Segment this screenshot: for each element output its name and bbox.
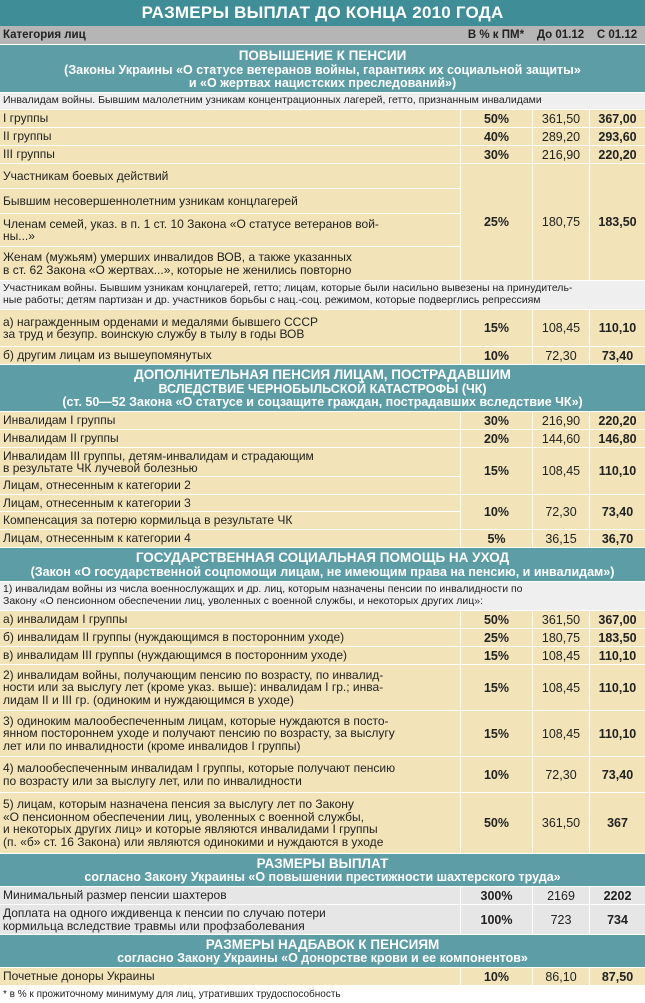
amount-before-value: 723 <box>532 905 589 934</box>
category-label-line: Инвалидам II группы <box>3 431 119 446</box>
category-label <box>0 905 460 934</box>
category-note <box>0 93 645 110</box>
percent-value: 10% <box>460 495 532 529</box>
row-labels <box>0 793 460 853</box>
percent-value: 100% <box>460 905 532 934</box>
row-labels <box>0 412 460 429</box>
category-label-line: кормильца вследствие травмы или профзаболевания <box>3 918 305 933</box>
percent-value: 25% <box>460 629 532 646</box>
amount-before-value: 108,45 <box>532 310 589 346</box>
row-labels <box>0 887 460 904</box>
section-header-line: ДОПОЛНИТЕЛЬНАЯ ПЕНСИЯ ЛИЦАМ, ПОСТРАДАВШИМ <box>134 367 511 382</box>
table-row <box>0 530 645 548</box>
category-label <box>0 711 460 756</box>
category-label-line: Компенсация за потерю кормильца в результате ЧК <box>3 513 293 528</box>
category-label-line: а) инвалидам I группы <box>3 612 128 627</box>
category-label-line: Членам семей, указ. в п. 1 ст. 10 Закона «О статусе ветеранов вой- <box>3 216 379 231</box>
category-label <box>0 647 460 664</box>
amount-before-value: 361,50 <box>532 110 589 127</box>
amount-after-value: 146,80 <box>589 430 645 447</box>
category-label-line: 3) одиноким малообеспеченным лицам, которые нуждаются в посто- <box>3 713 389 728</box>
amount-after-value: 220,20 <box>589 146 645 163</box>
amount-after-value: 73,40 <box>589 757 645 792</box>
percent-value: 15% <box>460 665 532 710</box>
category-label-line: в результате ЧК лучевой болезнью <box>3 461 198 475</box>
section-header-line: согласно Закону Украины «О донорстве крови и ее компонентов» <box>117 951 528 965</box>
section-header-line: согласно Закону Украины «О повышении престижности шахтерского труда» <box>84 870 561 884</box>
amount-before-value: 108,45 <box>532 647 589 664</box>
category-label <box>0 757 460 792</box>
table-row <box>0 757 645 793</box>
amount-before-value: 144,60 <box>532 430 589 447</box>
category-label <box>0 146 460 163</box>
row-labels <box>0 110 460 127</box>
category-label-line: б) другим лицам из вышеупомянутых <box>3 348 212 363</box>
row-labels <box>0 430 460 447</box>
amount-after-value: 2202 <box>589 887 645 904</box>
category-label-line: ны...» <box>3 229 35 243</box>
category-note-line: Закону «О пенсионном обеспечении лиц, уволенных с военной службы, и некоторых других лиц»: <box>3 595 484 607</box>
percent-value: 40% <box>460 128 532 145</box>
category-label-line: 5) лицам, которым назначена пенсия за выслугу лет по Закону <box>3 797 354 811</box>
category-label <box>0 448 460 477</box>
percent-value: 25% <box>460 164 532 280</box>
category-label <box>0 793 460 853</box>
category-label-line: Бывшим несовершеннолетним узникам концлагерей <box>3 193 298 208</box>
table-row <box>0 905 645 935</box>
row-labels <box>0 905 460 934</box>
amount-after-value: 220,20 <box>589 412 645 429</box>
category-note-line: Инвалидам войны. Бывшим малолетним узникам концентрационных лагерей, гетто, признанным инвалидами <box>3 94 542 106</box>
category-label-line: ности или за выслугу лет (кроме указ. выше): инвалидам I гр.; инва- <box>3 680 384 695</box>
category-label-line: III группы <box>3 147 55 162</box>
row-labels <box>0 448 460 494</box>
category-label <box>0 968 460 985</box>
amount-after-value: 73,40 <box>589 347 645 364</box>
percent-value: 5% <box>460 530 532 547</box>
table-row <box>0 887 645 905</box>
table-row <box>0 146 645 164</box>
category-label-line: Инвалидам I группы <box>3 413 116 428</box>
percent-value: 15% <box>460 310 532 346</box>
section-header <box>0 548 645 582</box>
amount-before-value: 108,45 <box>532 665 589 710</box>
percent-value: 50% <box>460 110 532 127</box>
amount-after-value: 183,50 <box>589 164 645 280</box>
amount-after-value: 110,10 <box>589 448 645 494</box>
column-header-category: Категория лиц <box>3 29 86 41</box>
row-labels <box>0 128 460 145</box>
category-label-line: Лицам, отнесенным к категории 3 <box>3 495 191 510</box>
percent-value: 50% <box>460 611 532 628</box>
amount-before-value: 72,30 <box>532 495 589 529</box>
row-labels <box>0 310 460 346</box>
category-label-line: Инвалидам III группы, детям-инвалидам и страдающим <box>3 448 314 463</box>
section-header <box>0 854 645 887</box>
percent-value: 15% <box>460 711 532 756</box>
amount-after-value: 110,10 <box>589 665 645 710</box>
amount-before-value: 361,50 <box>532 793 589 853</box>
section-header <box>0 935 645 968</box>
category-label-line: (п. «б» ст. 16 Закона) или являются одинокими и нуждаются в уходе <box>3 834 384 849</box>
category-label-line: I группы <box>3 111 49 126</box>
category-label-line: за труд и безупр. воинскую службу в тылу в годы ВОВ <box>3 327 305 341</box>
category-label <box>0 110 460 127</box>
category-label-line: янном постороннем уходе и получают пенсию по возрасту, за выслугу <box>3 726 395 741</box>
table-row <box>0 347 645 365</box>
category-label-line: Женам (мужьям) умерших инвалидов ВОВ, а также указанных <box>3 250 352 264</box>
percent-value: 30% <box>460 412 532 429</box>
percent-value: 10% <box>460 757 532 792</box>
column-header-before: До 01.12 <box>536 29 585 41</box>
amount-before-value: 86,10 <box>532 968 589 985</box>
category-note-line: 1) инвалидам войны из числа военнослужащих и др. лиц, которым назначены пенсии по инвалидности по <box>3 583 523 595</box>
category-label <box>0 214 460 247</box>
percent-value: 20% <box>460 430 532 447</box>
percent-value: 10% <box>460 347 532 364</box>
amount-after-value: 110,10 <box>589 711 645 756</box>
category-label-line: в ст. 62 Закона «О жертвах...», которые не женились повторно <box>3 262 352 277</box>
category-note-line: ные работы; детям партизан и др. участников борьбы с нац.-соц. режимом, которые подверглись репрессиям <box>3 294 541 306</box>
amount-after-value: 73,40 <box>589 495 645 529</box>
percent-value: 15% <box>460 647 532 664</box>
amount-before-value: 108,45 <box>532 711 589 756</box>
category-label-line: Лицам, отнесенным к категории 2 <box>3 478 191 493</box>
table-row <box>0 629 645 647</box>
column-header-after: С 01.12 <box>596 29 638 41</box>
percent-value: 15% <box>460 448 532 494</box>
category-label-line: Минимальный размер пенсии шахтеров <box>3 888 227 903</box>
table-row <box>0 711 645 757</box>
category-label <box>0 512 460 529</box>
row-labels <box>0 611 460 628</box>
category-label-line: 4) малообеспеченным инвалидам I группы, которые получают пенсию <box>3 761 396 775</box>
column-header-percent: В % к ПМ* <box>467 29 525 41</box>
category-label <box>0 128 460 145</box>
amount-after-value: 183,50 <box>589 629 645 646</box>
category-note <box>0 582 645 611</box>
amount-after-value: 36,70 <box>589 530 645 547</box>
section-header-line: РАЗМЕРЫ ВЫПЛАТ <box>256 856 389 871</box>
category-label-line: Лицам, отнесенным к категории 4 <box>3 531 191 546</box>
section-header-line: и «О жертвах нацистских преследований») <box>188 76 457 90</box>
category-label <box>0 189 460 214</box>
percent-value: 50% <box>460 793 532 853</box>
category-note-line: Участникам войны. Бывшим узникам концлагерей, гетто; лицам, которые были насильно вывезены на принудитель- <box>3 282 573 294</box>
category-label <box>0 347 460 364</box>
category-label <box>0 477 460 494</box>
category-label-line: «О пенсионном обеспечении лиц, уволенных с военной службы, <box>3 809 364 824</box>
amount-after-value: 110,10 <box>589 647 645 664</box>
amount-after-value: 367,00 <box>589 611 645 628</box>
category-label <box>0 530 460 547</box>
category-label-line: в) инвалидам III группы (нуждающимся в посторонним уходе) <box>3 648 347 663</box>
table-row <box>0 647 645 665</box>
category-label-line: Доплата на одного иждивенца к пенсии по случаю потери <box>3 906 326 920</box>
category-label <box>0 430 460 447</box>
amount-before-value: 289,20 <box>532 128 589 145</box>
amount-before-value: 72,30 <box>532 347 589 364</box>
amount-before-value: 36,15 <box>532 530 589 547</box>
amount-before-value: 361,50 <box>532 611 589 628</box>
section-header <box>0 45 645 93</box>
amount-before-value: 180,75 <box>532 164 589 280</box>
amount-after-value: 367 <box>589 793 645 853</box>
amount-after-value: 110,10 <box>589 310 645 346</box>
amount-after-value: 87,50 <box>589 968 645 985</box>
amount-before-value: 216,90 <box>532 412 589 429</box>
category-label-line: а) награжденным орденами и медалями бывшего СССР <box>3 314 318 329</box>
amount-before-value: 180,75 <box>532 629 589 646</box>
amount-before-value: 2169 <box>532 887 589 904</box>
row-labels <box>0 711 460 756</box>
column-header-row <box>0 26 645 45</box>
section-header-line: РАЗМЕРЫ НАДБАВОК К ПЕНСИЯМ <box>205 937 440 952</box>
footnote: * в % к прожиточному минимуму для лиц, утративших трудоспособность <box>3 989 341 1000</box>
table-row <box>0 164 645 281</box>
table-row <box>0 412 645 430</box>
category-label <box>0 412 460 429</box>
category-label-line: 2) инвалидам войны, получающим пенсию по возрасту, по инвалид- <box>3 667 384 682</box>
table-row <box>0 310 645 347</box>
amount-after-value: 367,00 <box>589 110 645 127</box>
category-label <box>0 164 460 189</box>
row-labels <box>0 968 460 985</box>
section-header-line: (Закон «О государственной соцпомощи лицам, не имеющим права на пенсию, и инвалидам») <box>30 565 615 579</box>
table-row <box>0 611 645 629</box>
section-header <box>0 365 645 412</box>
row-labels <box>0 146 460 163</box>
percent-value: 30% <box>460 146 532 163</box>
section-header-line: ВСЛЕДСТВИЕ ЧЕРНОБЫЛЬСКОЙ КАТАСТРОФЫ (ЧК) <box>158 382 487 396</box>
row-labels <box>0 164 460 280</box>
percent-value: 10% <box>460 968 532 985</box>
row-labels <box>0 495 460 529</box>
row-labels <box>0 347 460 364</box>
amount-before-value: 216,90 <box>532 146 589 163</box>
row-labels <box>0 647 460 664</box>
percent-value: 300% <box>460 887 532 904</box>
table-row <box>0 793 645 854</box>
category-label <box>0 495 460 512</box>
table-row <box>0 665 645 711</box>
category-label-line: и некоторых других лиц» и которые являются инвалидами I группы <box>3 822 378 836</box>
row-labels <box>0 629 460 646</box>
section-header-line: (Законы Украины «О статусе ветеранов войны, гарантиях их социальной защиты» <box>64 63 581 77</box>
category-label-line: II группы <box>3 129 52 144</box>
row-labels <box>0 665 460 710</box>
category-label <box>0 247 460 280</box>
category-label-line: лет или по инвалидности (кроме инвалидов I группы) <box>3 738 301 753</box>
section-header-line: (ст. 50—52 Закона «О статусе и соцзащите граждан, пострадавших вследствие ЧК») <box>62 395 583 409</box>
category-label-line: по возрасту или за выслугу лет, или по инвалидности <box>3 773 302 788</box>
amount-before-value: 72,30 <box>532 757 589 792</box>
category-label <box>0 629 460 646</box>
table-row <box>0 448 645 495</box>
category-label-line: Участникам боевых действий <box>3 168 169 183</box>
category-label-line: Почетные доноры Украины <box>3 969 155 984</box>
row-labels <box>0 757 460 792</box>
table-row <box>0 495 645 530</box>
table-row <box>0 430 645 448</box>
sections-container <box>0 45 645 986</box>
table-row <box>0 128 645 146</box>
page-title: РАЗМЕРЫ ВЫПЛАТ ДО КОНЦА 2010 ГОДА <box>0 0 645 26</box>
category-label <box>0 887 460 904</box>
section-header-line: ГОСУДАРСТВЕННАЯ СОЦИАЛЬНАЯ ПОМОЩЬ НА УХОД <box>135 550 510 565</box>
row-labels <box>0 530 460 547</box>
category-label <box>0 665 460 710</box>
table-row <box>0 110 645 128</box>
amount-before-value: 108,45 <box>532 448 589 494</box>
amount-after-value: 293,60 <box>589 128 645 145</box>
category-label-line: б) инвалидам II группы (нуждающимся в посторонним уходе) <box>3 630 345 645</box>
category-note <box>0 281 645 310</box>
category-label-line: лидам II и III гр. (одиноким и нуждающимся в уходе) <box>3 692 294 707</box>
category-label <box>0 611 460 628</box>
section-header-line: ПОВЫШЕНИЕ К ПЕНСИИ <box>238 48 407 63</box>
amount-after-value: 734 <box>589 905 645 934</box>
category-label <box>0 310 460 346</box>
table-row <box>0 968 645 986</box>
